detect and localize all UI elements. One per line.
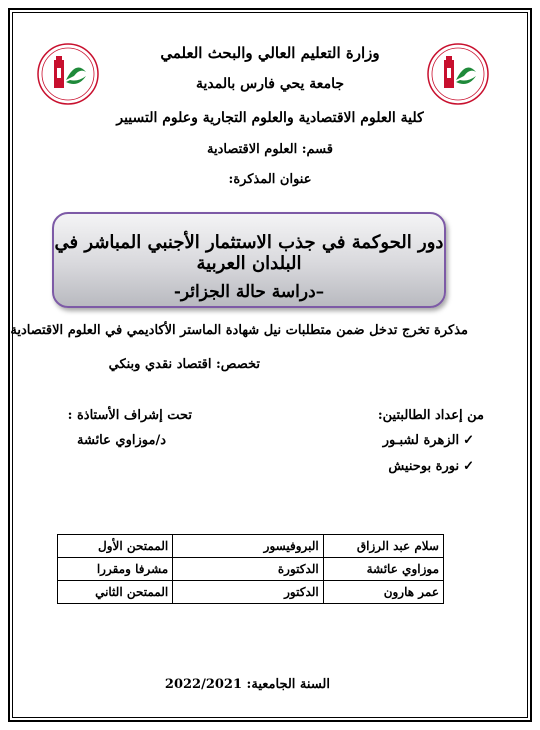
jury-rank: الدكتورة <box>173 558 324 581</box>
thesis-title-box <box>52 212 446 308</box>
ministry-name: وزارة التعليم العالي والبحث العلمي <box>160 44 380 62</box>
jury-rank: الدكتور <box>173 581 324 604</box>
academic-year: السنة الجامعية: 2022/2021 <box>164 677 330 692</box>
table-row <box>58 558 444 581</box>
university-name: جامعة يحي فارس بالمدية <box>196 76 344 92</box>
memo-note: مذكرة تخرج تدخل ضمن متطلبات نيل شهادة الماستر الأكاديمي في العلوم الاقتصادية <box>10 323 468 338</box>
supervision-label: تحت إشراف الأستاذة : <box>67 408 192 423</box>
student-item <box>383 433 474 448</box>
jury-table <box>57 534 444 604</box>
jury-role: الممتحن الثاني <box>58 581 173 604</box>
jury-role: مشرفا ومقررا <box>58 558 173 581</box>
supervisor-name: د/موزاوي عائشة <box>77 433 166 448</box>
thesis-title: دور الحوكمة في جذب الاستثمار الأجنبي المباشر في البلدان العربية <box>54 232 444 274</box>
memo-title-label: عنوان المذكرة: <box>228 172 312 187</box>
student-item <box>388 459 474 474</box>
department-name: قسم: العلوم الاقتصادية <box>206 142 333 157</box>
jury-role: الممتحن الأول <box>58 535 173 558</box>
specialization: تخصص: اقتصاد نقدي وبنكي <box>108 357 260 372</box>
table-row <box>58 581 444 604</box>
table-row <box>58 535 444 558</box>
jury-name: عمر هارون <box>323 581 443 604</box>
check-icon: ✓ <box>463 433 474 448</box>
faculty-name: كلية العلوم الاقتصادية والعلوم التجارية وعلوم التسيير <box>116 110 424 126</box>
thesis-subtitle: –دراسة حالة الجزائر- <box>173 282 325 302</box>
check-icon: ✓ <box>463 459 474 474</box>
jury-rank: البروفيسور <box>173 535 324 558</box>
student-name: نورة بوحنيش <box>388 459 460 474</box>
student-name: الزهرة لشبـور <box>382 433 460 448</box>
jury-name: سلام عبد الرزاق <box>323 535 443 558</box>
prepared-by-label: من إعداد الطالبتين: <box>377 408 484 423</box>
jury-name: موزاوي عائشة <box>323 558 443 581</box>
